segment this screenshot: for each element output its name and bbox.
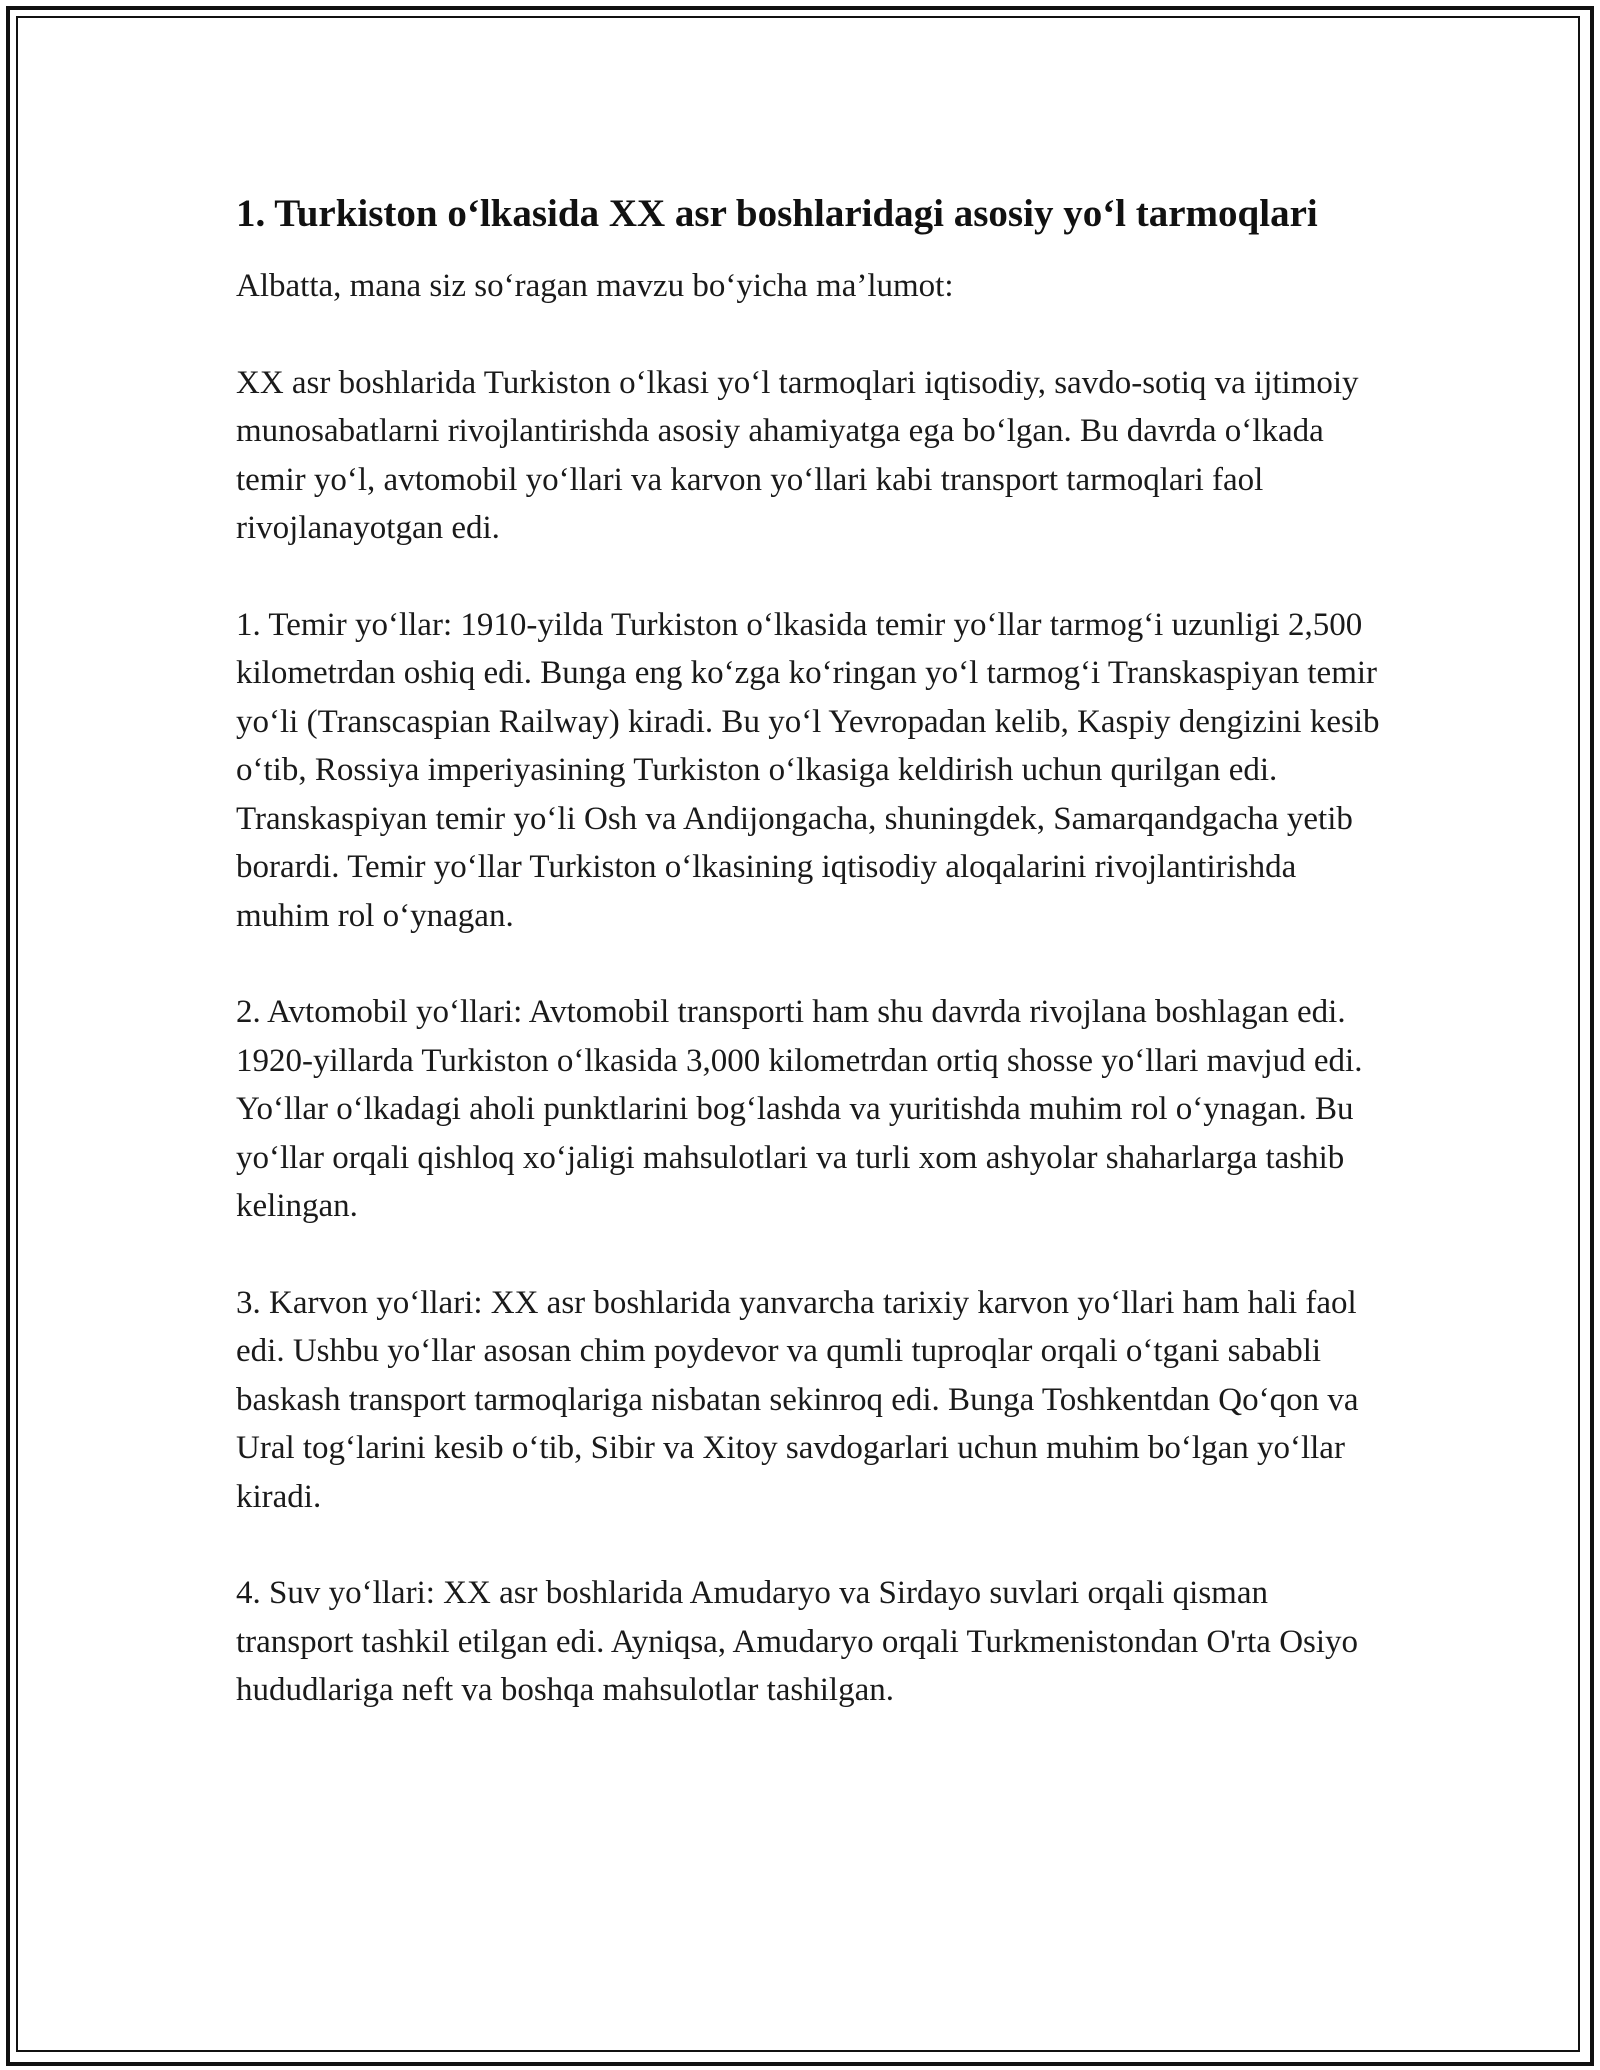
overview-paragraph: XX asr boshlarida Turkiston o‘lkasi yo‘l tarmoqlari iqtisodiy, savdo-sotiq va ijtimoiy munosabatlarni rivojlantirishda asosiy ahamiyatga ega bo‘lgan. Bu davrda o‘lkada temir yo‘l, avtomobil yo‘llari va karvon yo‘llari kabi transport tarmoqlari faol rivojlanayotgan edi.	[236, 364, 1359, 546]
railways-paragraph: 1. Temir yo‘llar: 1910-yilda Turkiston o‘lkasida temir yo‘llar tarmog‘i uzunligi 2,500 kilometrdan oshiq edi. Bunga eng ko‘zga ko‘ringan yo‘l tarmog‘i Transkaspiyan temir yo‘li (Transcaspian Railway) kiradi. Bu yo‘l Yevropadan kelib, Kaspiy dengizini kesib o‘tib, Rossiya imperiyasining Turkiston o‘lkasiga keldirish uchun qurilgan edi. Transkaspiyan temir yo‘li Osh va Andijongacha, shuningdek, Samarqandgacha yetib borardi. Temir yo‘llar Turkiston o‘lkasining iqtisodiy aloqalarini rivojlantirishda muhim rol o‘ynagan.	[236, 606, 1380, 934]
section-heading: 1. Turkiston o‘lkasida XX asr boshlaridagi asosiy yo‘l tarmoqlari	[236, 192, 1318, 235]
intro-paragraph: Albatta, mana siz so‘ragan mavzu bo‘yicha ma’lumot:	[236, 268, 954, 304]
document-body	[236, 186, 1386, 1763]
roads-paragraph: 2. Avtomobil yo‘llari: Avtomobil transporti ham shu davrda rivojlana boshlagan edi. 1920-yillarda Turkiston o‘lkasida 3,000 kilometrdan ortiq shosse yo‘llari mavjud edi. Yo‘llar o‘lkadagi aholi punktlarini bog‘lashda va yuritishda muhim rol o‘ynagan. Bu yo‘llar orqali qishloq xo‘jaligi mahsulotlari va turli xom ashyolar shaharlarga tashib kelingan.	[236, 994, 1363, 1224]
caravan-routes-paragraph: 3. Karvon yo‘llari: XX asr boshlarida yanvarcha tarixiy karvon yo‘llari ham hali faol edi. Ushbu yo‘llar asosan chim poydevor va qumli tuproqlar orqali o‘tgani sababli baskash transport tarmoqlariga nisbatan sekinroq edi. Bunga Toshkentdan Qo‘qon va Ural tog‘larini kesib o‘tib, Sibir va Xitoy savdogarlari uchun muhim bo‘lgan yo‘llar kiradi.	[236, 1284, 1359, 1515]
waterways-paragraph: 4. Suv yo‘llari: XX asr boshlarida Amudaryo va Sirdayo suvlari orqali qisman transport tashkil etilgan edi. Ayniqsa, Amudaryo orqali Turkmenistondan O'rta Osiyo hududlariga neft va boshqa mahsulotlar tashilgan.	[236, 1575, 1359, 1708]
